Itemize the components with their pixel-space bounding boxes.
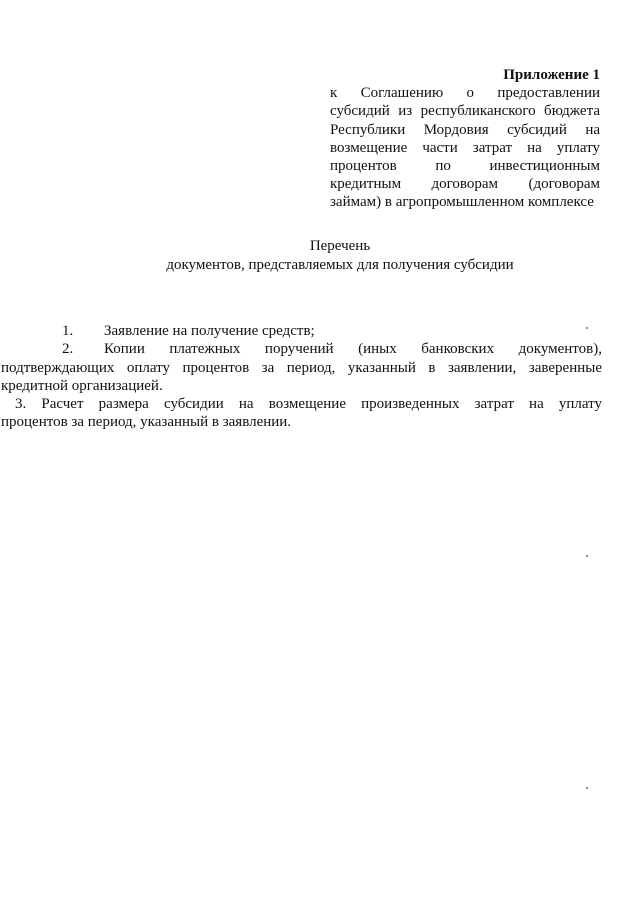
scan-speck [586,555,588,557]
list-item-text: Копии платежных поручений (иных банковских документов), [104,341,602,358]
appendix-line: кредитным договорам (договорам [330,176,600,193]
appendix-line: субсидий из республиканского бюджета [330,103,600,120]
list-item-text: кредитной организацией. [1,377,163,394]
list-item-text: Расчет размера субсидии на возмещение произведенных затрат на уплату [41,396,603,413]
appendix-line: Республики Мордовия субсидий на [330,121,600,138]
appendix-line: процентов по инвестиционным [330,158,600,175]
appendix-line: к Соглашению о предоставлении [330,85,600,102]
appendix-line: возмещение части затрат на уплату [330,139,600,156]
document-list [1,322,603,432]
scan-speck [586,787,588,789]
list-item-number: 3. [15,396,27,413]
list-item-text: подтверждающих оплату процентов за период, указанный в заявлении, заверенные [1,359,602,376]
list-subtitle: документов, представляемых для получения субсидии [166,257,514,273]
list-item-2 [62,340,602,358]
list-item-number: 1. [62,323,74,339]
appendix-title: Приложение 1 [503,67,600,83]
appendix-line: займам) в агропромышленном комплексе [330,194,594,211]
list-item-number: 2. [62,341,74,358]
appendix-block [330,66,600,212]
list-item-3 [15,395,602,413]
list-item-text: процентов за период, указанный в заявлении. [1,414,292,431]
list-title: Перечень [309,238,371,254]
list-item-text: Заявление на получение средств; [104,323,315,339]
scan-speck [586,327,588,329]
list-item-1 [62,322,602,340]
